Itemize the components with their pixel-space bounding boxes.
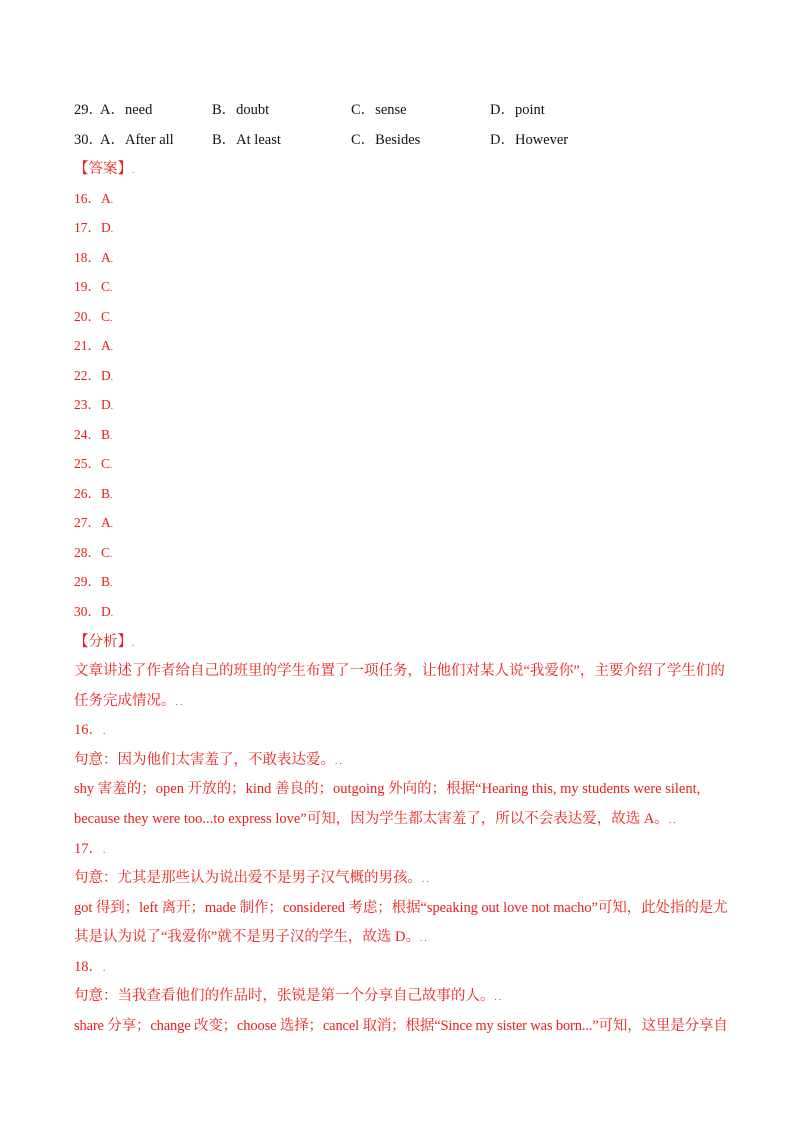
answer-item: 24．B. — [74, 427, 113, 442]
option-b: B．doubt — [212, 102, 270, 118]
analysis-question-number: 16．. — [74, 722, 106, 738]
answer-header-text: 【答案】 — [74, 161, 132, 177]
option-c: C．sense — [351, 102, 407, 118]
analysis-summary-line: 任务完成情况。. . — [74, 693, 183, 709]
analysis-explanation-line: got 得到；left 离开；made 制作；considered 考虑；根据“speaking out love not macho”可知，此处指的是尤 — [74, 900, 728, 916]
answer-item: 21．A. — [74, 338, 113, 353]
question-number: 29． — [74, 102, 103, 118]
analysis-explanation-line: share 分享；change 改变；choose 选择；cancel 取消；根据“Since my sister was born...”可知，这里是分享自 — [74, 1018, 728, 1034]
option-d: D．point — [490, 102, 545, 118]
answer-item: 22．D. — [74, 368, 113, 383]
answer-item: 29．B. — [74, 574, 113, 589]
analysis-explanation-line: 其是认为说了“我爱你”就不是男子汉的学生，故选 D。. . — [74, 929, 427, 945]
analysis-question-number: 17．. — [74, 841, 106, 857]
option-b: B．At least — [212, 132, 281, 148]
analysis-header: 【分析】. — [74, 634, 135, 650]
answer-item: 20．C. — [74, 309, 113, 324]
answer-item: 26．B. — [74, 486, 113, 501]
answer-item: 16．A. — [74, 191, 113, 206]
answer-item: 30．D. — [74, 604, 113, 619]
option-a: A．After all — [100, 132, 174, 148]
analysis-question-number: 18．. — [74, 959, 106, 975]
answer-item: 27．A. — [74, 515, 113, 530]
sentence-meaning: 句意：当我查看他们的作品时，张锐是第一个分享自己故事的人。. . — [74, 988, 502, 1004]
answer-item: 23．D. — [74, 397, 113, 412]
answer-item: 17．D. — [74, 220, 113, 235]
option-c: C．Besides — [351, 132, 421, 148]
option-a: A．need — [100, 102, 153, 118]
analysis-explanation-line: shy 害羞的；open 开放的；kind 善良的；outgoing 外向的；根据“Hearing this, my students were silent, — [74, 781, 701, 797]
sentence-meaning: 句意：因为他们太害羞了，不敢表达爱。. . — [74, 752, 342, 768]
analysis-explanation-line: because they were too...to express love”可知，因为学生都太害羞了，所以不会表达爱，故选 A。. . — [74, 811, 676, 827]
answer-item: 28．C. — [74, 545, 113, 560]
answer-item: 18．A. — [74, 250, 113, 265]
answer-item: 25．C. — [74, 456, 113, 471]
sentence-meaning: 句意：尤其是那些认为说出爱不是男子汉气概的男孩。. . — [74, 870, 429, 886]
question-number: 30． — [74, 132, 103, 148]
analysis-header-text: 【分析】 — [74, 634, 132, 650]
analysis-summary-line: 文章讲述了作者给自己的班里的学生布置了一项任务，让他们对某人说“我爱你”，主要介绍了学生们的 — [74, 663, 725, 679]
answer-header: 【答案】. — [74, 161, 135, 177]
option-d: D．However — [490, 132, 569, 148]
answer-item: 19．C. — [74, 279, 113, 294]
